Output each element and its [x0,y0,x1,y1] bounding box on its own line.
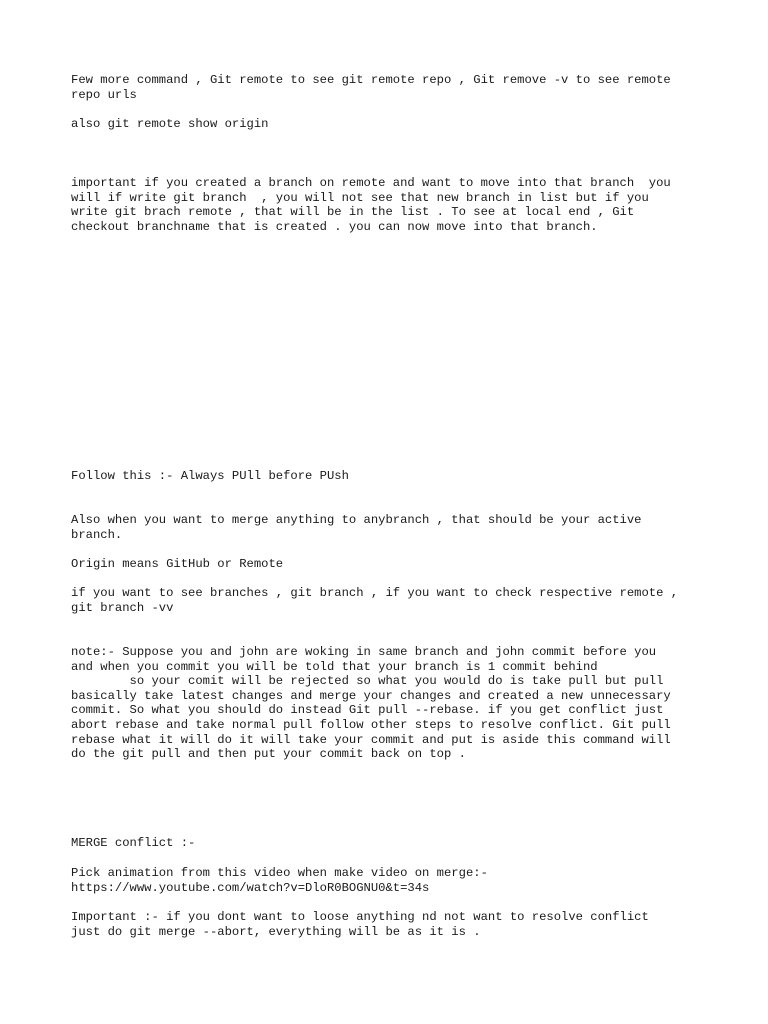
heading-merge-conflict: MERGE conflict :- [71,836,196,850]
paragraph-merge-active-branch: Also when you want to merge anything to anybranch , that should be your active branch. [71,513,642,542]
paragraph-git-remote-commands: Few more command , Git remote to see git remote repo , Git remove -v to see remote repo urls [71,73,671,102]
paragraph-merge-abort: Important :- if you dont want to loose anything nd not want to resolve conflict just do git merge --abort, everything will be as it is . [71,910,649,939]
paragraph-origin-meaning: Origin means GitHub or Remote [71,557,284,571]
paragraph-video-link: Pick animation from this video when make video on merge:- https://www.youtube.com/watch?v=DloR0BOGNU0&t=34s [71,866,488,895]
paragraph-git-remote-show-origin: also git remote show origin [71,117,269,131]
paragraph-rebase-note: note:- Suppose you and john are woking in same branch and john commit before you and when you commit you will be told that your branch is 1 commit behind so your comit will be rejected so what you would do is take pull but pull basically take latest changes and merge your changes and created a new unnecessary commit. So what you should do instead Git pull --rebase. if you get conflict just abort rebase and take normal pull follow other steps to resolve conflict. Git pull rebase what it will do it will take your commit and put is aside this command will do the git pull and then put your commit back on top . [71,645,671,762]
paragraph-remote-branch-note: important if you created a branch on remote and want to move into that branch you will if write git branch , you will not see that new branch in list but if you write git brach remote , that will be in the list . To see at local end , Git checkout branchname that is created . you can now move into that branch. [71,176,671,234]
paragraph-see-branches: if you want to see branches , git branch , if you want to check respective remote , git branch -vv [71,586,679,615]
paragraph-pull-before-push: Follow this :- Always PUll before PUsh [71,469,349,483]
